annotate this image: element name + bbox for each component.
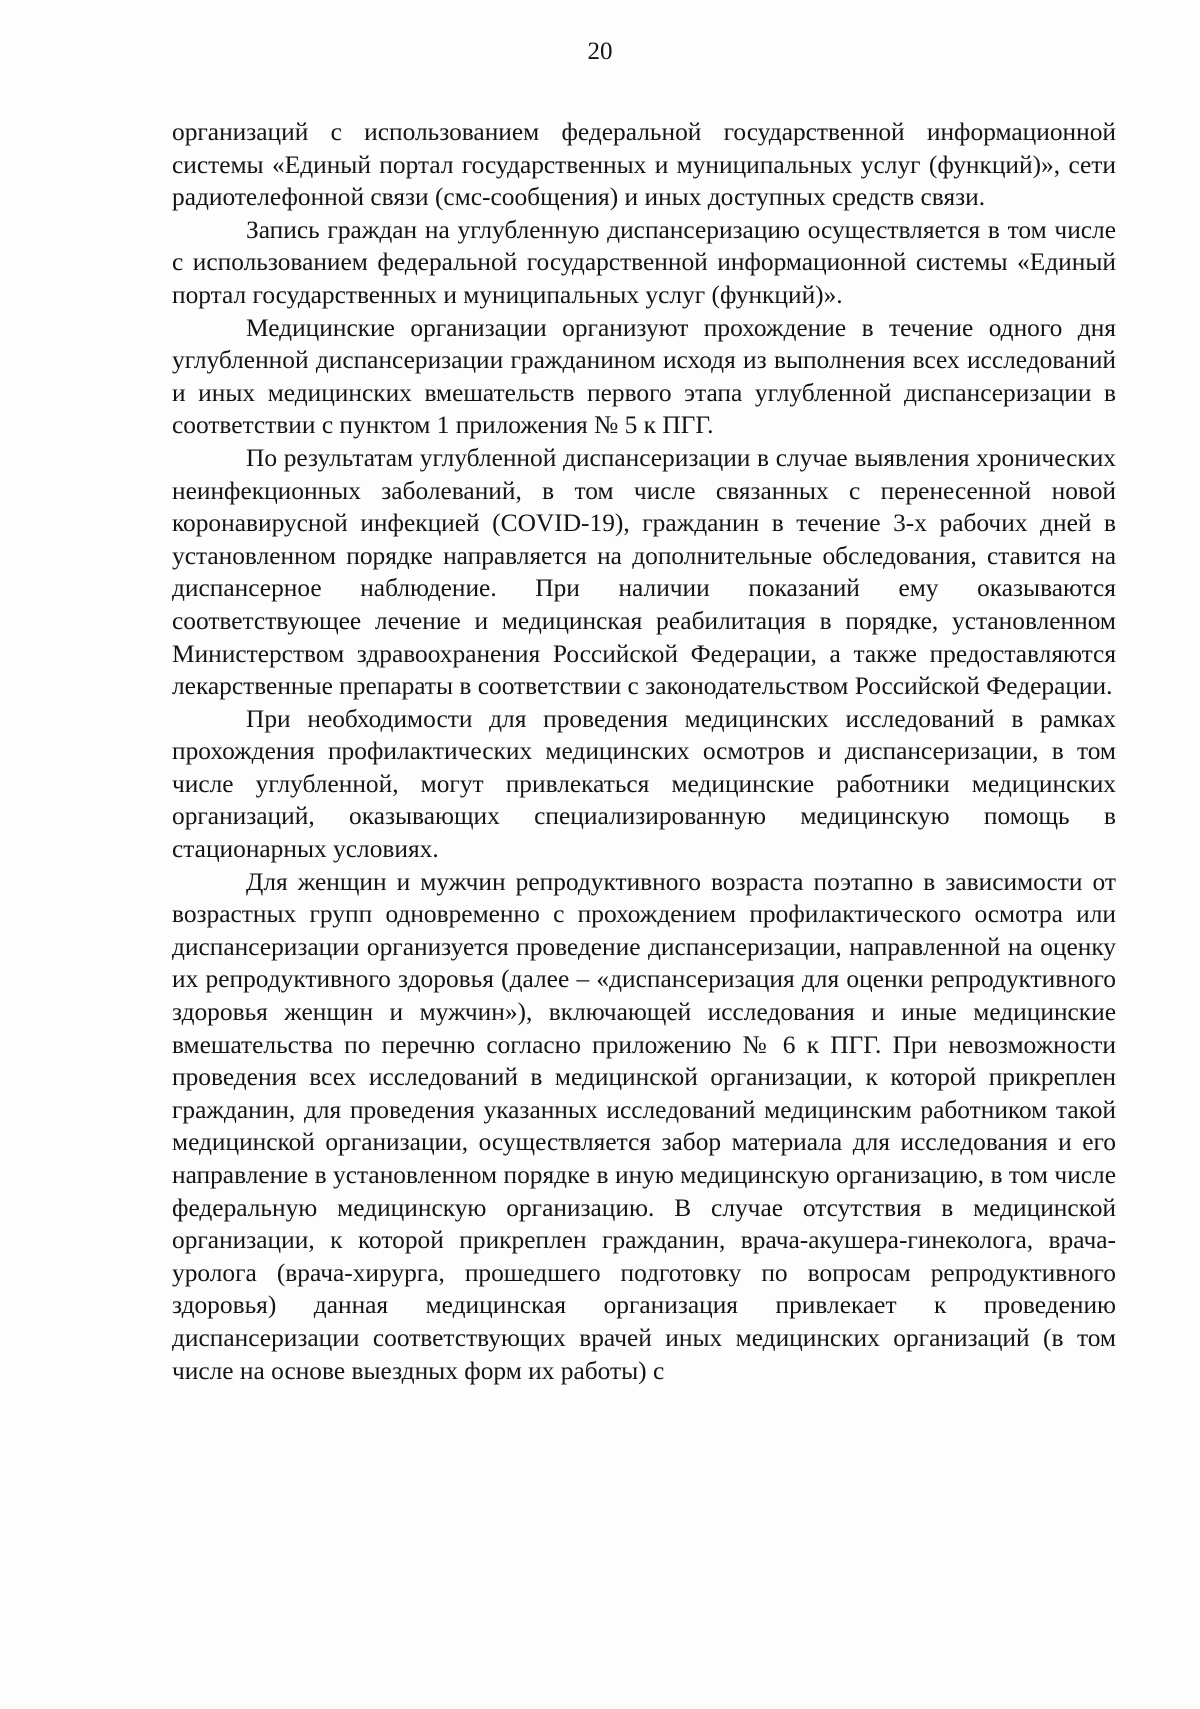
document-body — [172, 116, 1116, 1387]
page-number: 20 — [587, 38, 613, 65]
paragraph-one-day-passage: Медицинские организации организуют прохождение в течение одного дня углубленной диспансеризации гражданином исходя из выполнения всех исследований и иных медицинских вмешательств первого этапа углубленной диспансеризации в соответствии с пунктом 1 приложения № 5 к ПГГ. — [172, 313, 1116, 440]
paragraph-continuation: организаций с использованием федеральной государственной информационной системы «Единый портал государственных и муниципальных услуг (функций)», сети радиотелефонной связи (смс-сообщения) и иных доступных средств связи. — [172, 118, 1116, 212]
paragraph-reproductive-health: Для женщин и мужчин репродуктивного возраста поэтапно в зависимости от возрастных групп одновременно с прохождением профилактического осмотра или диспансеризации организуется проведение диспансеризации, направленной на оценку их репродуктивного здоровья (далее – «диспансеризация для оценки репродуктивного здоровья женщин и мужчин»), включающей исследования и иные медицинские вмешательства по перечню согласно приложению № 6 к ПГГ. При невозможности проведения всех исследований в медицинской организации, к которой прикреплен гражданин, для проведения указанных исследований медицинским работником такой медицинской организации, осуществляется забор материала для исследования и его направление в установленном порядке в иную медицинскую организацию, в том числе федеральную медицинскую организацию. В случае отсутствия в медицинской организации, к которой прикреплен гражданин, врача-акушера-гинеколога, врача-уролога (врача-хирурга, прошедшего подготовку по вопросам репродуктивного здоровья) данная медицинская организация привлекает к проведению диспансеризации соответствующих врачей иных медицинских организаций (в том числе на основе выездных форм их работы) с — [172, 867, 1116, 1385]
paragraph-registration: Запись граждан на углубленную диспансеризацию осуществляется в том числе с использованием федеральной государственной информационной системы «Единый портал государственных и муниципальных услуг (функций)». — [172, 215, 1116, 309]
paragraph-results: По результатам углубленной диспансеризации в случае выявления хронических неинфекционных заболеваний, в том числе связанных с перенесенной новой коронавирусной инфекцией (COVID-19), гражданин в течение 3-х рабочих дней в установленном порядке направляется на дополнительные обследования, ставится на диспансерное наблюдение. При наличии показаний ему оказываются соответствующее лечение и медицинская реабилитация в порядке, установленном Министерством здравоохранения Российской Федерации, а также предоставляются лекарственные препараты в соответствии с законодательством Российской Федерации. — [172, 443, 1116, 701]
paragraph-specialists: При необходимости для проведения медицинских исследований в рамках прохождения профилактических медицинских осмотров и диспансеризации, в том числе углубленной, могут привлекаться медицинские работники медицинских организаций, оказывающих специализированную медицинскую помощь в стационарных условиях. — [172, 704, 1116, 864]
